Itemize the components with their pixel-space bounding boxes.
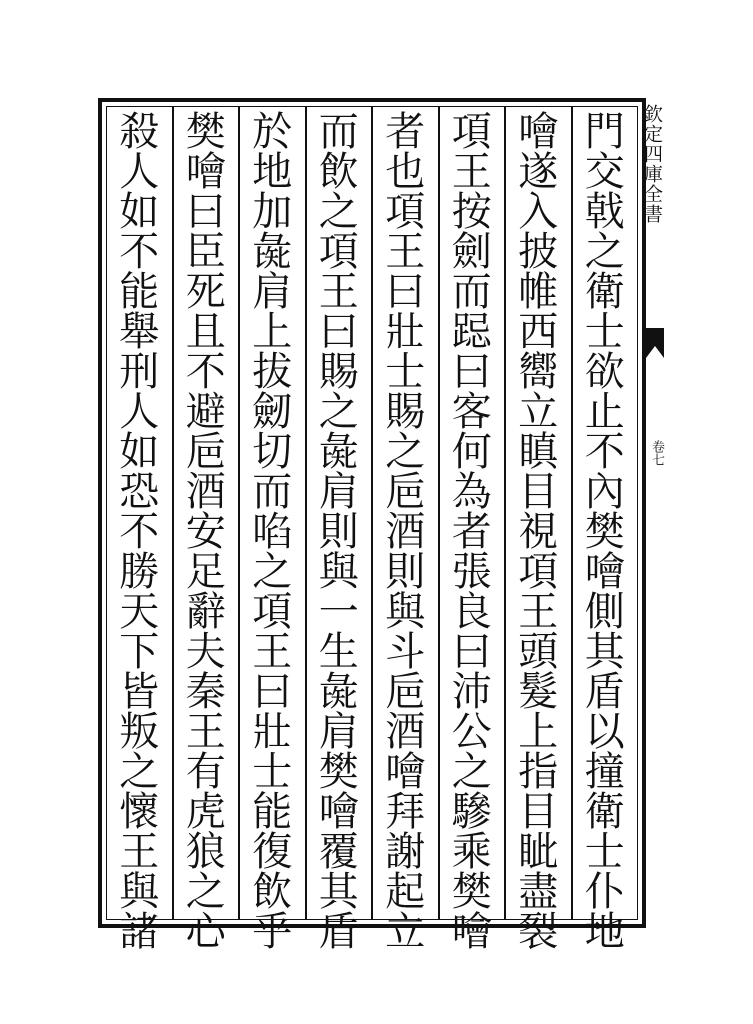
character: 側 (584, 589, 625, 635)
character: 安 (185, 509, 226, 555)
character: 不 (584, 429, 625, 475)
text-column (441, 109, 503, 955)
character: 酒 (185, 469, 226, 515)
character: 王 (252, 629, 293, 675)
character: 樊 (185, 109, 226, 155)
character: 沛 (451, 669, 492, 715)
character: 而 (451, 269, 492, 315)
character: 巵 (385, 469, 426, 515)
character: 且 (185, 309, 226, 355)
character: 人 (119, 149, 160, 195)
column-rule (371, 106, 373, 920)
character: 公 (451, 709, 492, 755)
character: 復 (252, 829, 293, 875)
character: 死 (185, 269, 226, 315)
character: 樊 (451, 869, 492, 915)
character: 噲 (385, 749, 426, 795)
character: 懷 (119, 789, 160, 835)
character: 賜 (385, 389, 426, 435)
character: 彘 (318, 669, 359, 715)
character: 人 (119, 389, 160, 435)
character: 項 (252, 589, 293, 635)
character: 地 (252, 149, 293, 195)
character: 戟 (584, 189, 625, 235)
character: 上 (252, 309, 293, 355)
character: 驂 (451, 789, 492, 835)
character: 曰 (185, 189, 226, 235)
character: 壯 (385, 309, 426, 355)
character: 拔 (252, 349, 293, 395)
character: 酒 (385, 509, 426, 555)
character: 門 (584, 109, 625, 155)
text-column (374, 109, 436, 955)
character: 止 (584, 389, 625, 435)
character: 之 (185, 869, 226, 915)
character: 酒 (385, 709, 426, 755)
character: 王 (518, 589, 559, 635)
character: 勝 (119, 549, 160, 595)
character: 飲 (252, 869, 293, 915)
character: 目 (518, 469, 559, 515)
character: 嚮 (518, 349, 559, 395)
character: 則 (385, 549, 426, 595)
character: 眦 (518, 829, 559, 875)
character: 衛 (584, 269, 625, 315)
character: 噲 (318, 789, 359, 835)
character: 曰 (451, 349, 492, 395)
character: 不 (185, 349, 226, 395)
character: 殺 (119, 109, 160, 155)
character: 欲 (584, 349, 625, 395)
character: 項 (451, 109, 492, 155)
character: 賜 (318, 349, 359, 395)
character: 叛 (119, 709, 160, 755)
character: 則 (318, 509, 359, 555)
character: 而 (252, 469, 293, 515)
character: 之 (584, 229, 625, 275)
character: 王 (385, 229, 426, 275)
character: 避 (185, 389, 226, 435)
character: 立 (385, 909, 426, 955)
character: 王 (185, 709, 226, 755)
character: 披 (518, 229, 559, 275)
character: 也 (385, 149, 426, 195)
character: 狼 (185, 829, 226, 875)
character: 劍 (451, 229, 492, 275)
character: 足 (185, 549, 226, 595)
margin-volume-label: 卷七 (649, 440, 664, 466)
character: 西 (518, 309, 559, 355)
character: 項 (385, 189, 426, 235)
character: 與 (318, 549, 359, 595)
character: 以 (584, 709, 625, 755)
character: 恐 (119, 469, 160, 515)
text-column (308, 109, 370, 955)
character: 上 (518, 709, 559, 755)
character: 之 (119, 749, 160, 795)
character: 乎 (252, 909, 293, 955)
character: 巵 (385, 669, 426, 715)
character: 夫 (185, 629, 226, 675)
character: 撞 (584, 749, 625, 795)
character: 良 (451, 589, 492, 635)
character: 之 (252, 549, 293, 595)
character: 士 (252, 749, 293, 795)
character: 劒 (252, 389, 293, 435)
character: 髮 (518, 669, 559, 715)
character: 曰 (451, 629, 492, 675)
character: 交 (584, 149, 625, 195)
text-column (108, 109, 170, 955)
character: 士 (584, 309, 625, 355)
character: 於 (252, 109, 293, 155)
character: 噲 (451, 909, 492, 955)
character: 項 (518, 549, 559, 595)
character: 瞋 (518, 429, 559, 475)
character: 盡 (518, 869, 559, 915)
character: 秦 (185, 669, 226, 715)
character: 斗 (385, 629, 426, 675)
character: 心 (185, 909, 226, 955)
character: 諸 (119, 909, 160, 955)
character: 飲 (318, 149, 359, 195)
character: 曰 (318, 309, 359, 355)
character: 巵 (185, 429, 226, 475)
character: 虎 (185, 789, 226, 835)
character: 噲 (518, 109, 559, 155)
character: 張 (451, 549, 492, 595)
character: 王 (318, 269, 359, 315)
character: 肩 (318, 709, 359, 755)
character: 入 (518, 189, 559, 235)
margin-book-title: 欽定四庫全書 (641, 104, 663, 224)
character: 之 (318, 389, 359, 435)
character: 辭 (185, 589, 226, 635)
character: 一 (318, 589, 359, 635)
character: 刑 (119, 349, 160, 395)
text-column (241, 109, 303, 955)
character: 如 (119, 429, 160, 475)
character: 不 (119, 509, 160, 555)
character: 客 (451, 389, 492, 435)
character: 謝 (385, 829, 426, 875)
column-rule (172, 106, 174, 920)
character: 按 (451, 189, 492, 235)
character: 項 (318, 229, 359, 275)
character: 能 (252, 789, 293, 835)
character: 與 (385, 589, 426, 635)
text-column (175, 109, 237, 955)
character: 王 (451, 149, 492, 195)
character: 肩 (252, 269, 293, 315)
character: 曰 (252, 669, 293, 715)
character: 加 (252, 189, 293, 235)
character: 切 (252, 429, 293, 475)
character: 乘 (451, 829, 492, 875)
character: 其 (584, 629, 625, 675)
character: 肩 (318, 469, 359, 515)
character: 而 (318, 109, 359, 155)
text-column (507, 109, 569, 955)
character: 起 (385, 869, 426, 915)
character: 士 (385, 349, 426, 395)
character: 不 (119, 229, 160, 275)
character: 視 (518, 509, 559, 555)
character: 與 (119, 869, 160, 915)
character: 之 (318, 189, 359, 235)
character: 目 (518, 789, 559, 835)
character: 帷 (518, 269, 559, 315)
character: 舉 (119, 309, 160, 355)
character: 彘 (318, 429, 359, 475)
character: 樊 (584, 509, 625, 555)
character: 覆 (318, 829, 359, 875)
character: 仆 (584, 869, 625, 915)
character: 之 (451, 749, 492, 795)
character: 臣 (185, 229, 226, 275)
column-rule (504, 106, 506, 920)
character: 王 (119, 829, 160, 875)
character: 噲 (584, 549, 625, 595)
character: 生 (318, 629, 359, 675)
character: 樊 (318, 749, 359, 795)
character: 有 (185, 749, 226, 795)
character: 立 (518, 389, 559, 435)
character: 盾 (318, 909, 359, 955)
character: 跽 (451, 309, 492, 355)
character: 彘 (252, 229, 293, 275)
character: 之 (385, 429, 426, 475)
character: 遂 (518, 149, 559, 195)
character: 盾 (584, 669, 625, 715)
character: 者 (385, 109, 426, 155)
text-column (574, 109, 636, 955)
column-rule (438, 106, 440, 920)
character: 能 (119, 269, 160, 315)
column-rule (571, 106, 573, 920)
character: 頭 (518, 629, 559, 675)
character: 何 (451, 429, 492, 475)
character: 噲 (185, 149, 226, 195)
character: 地 (584, 909, 625, 955)
column-rule (238, 106, 240, 920)
character: 曰 (385, 269, 426, 315)
character: 壯 (252, 709, 293, 755)
character: 裂 (518, 909, 559, 955)
character: 為 (451, 469, 492, 515)
character: 皆 (119, 669, 160, 715)
character: 如 (119, 189, 160, 235)
character: 天 (119, 589, 160, 635)
character: 其 (318, 869, 359, 915)
character: 啗 (252, 509, 293, 555)
character: 士 (584, 829, 625, 875)
character: 拜 (385, 789, 426, 835)
character: 者 (451, 509, 492, 555)
character: 衛 (584, 789, 625, 835)
column-rule (305, 106, 307, 920)
character: 內 (584, 469, 625, 515)
character: 指 (518, 749, 559, 795)
character: 下 (119, 629, 160, 675)
